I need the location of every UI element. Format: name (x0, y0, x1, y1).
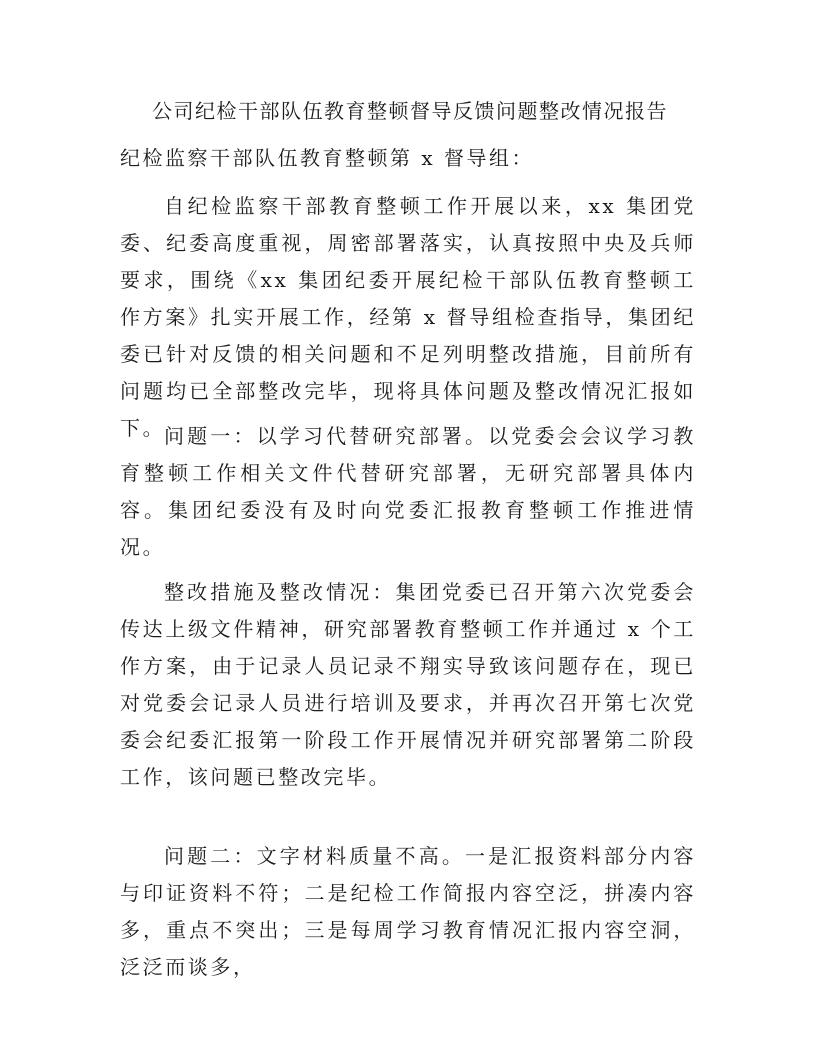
paragraph-issue-one: 问题一：以学习代替研究部署。以党委会会议学习教育整顿工作相关文件代替研究部署，无研究部署具体内容。集团纪委没有及时向党委汇报教育整顿工作推进情况。 (120, 424, 696, 559)
salutation: 纪检监察干部队伍教育整顿第 x 督导组： (120, 146, 534, 170)
paragraph-issue-two: 问题二：文字材料质量不高。一是汇报资料部分内容与印证资料不符；二是纪检工作简报内容空泛，拼凑内容多，重点不突出；三是每周学习教育情况汇报内容空洞，泛泛而谈多， (120, 844, 696, 979)
paragraph-rectification: 整改措施及整改情况：集团党委已召开第六次党委会传达上级文件精神，研究部署教育整顿工作并通过 x 个工作方案，由于记录人员记录不翔实导致该问题存在，现已对党委会记录人员进行培训及要求，并再次召开第七次党委会纪委汇报第一阶段工作开展情况并研究部署第二阶段工作，该问题已整改完毕。 (120, 580, 696, 789)
paragraph-intro: 自纪检监察干部教育整顿工作开展以来，xx 集团党委、纪委高度重视，周密部署落实，认真按照中央及兵师要求，围绕《xx 集团纪委开展纪检干部队伍教育整顿工作方案》扎实开展工作，经第 x 督导组检查指导，集团纪委已针对反馈的相关问题和不足列明整改措施，目前所有问题均已全部整改完毕，现将具体问题及整改情况汇报如下。 (120, 194, 696, 440)
document-title: 公司纪检干部队伍教育整顿督导反馈问题整改情况报告 (152, 99, 668, 123)
